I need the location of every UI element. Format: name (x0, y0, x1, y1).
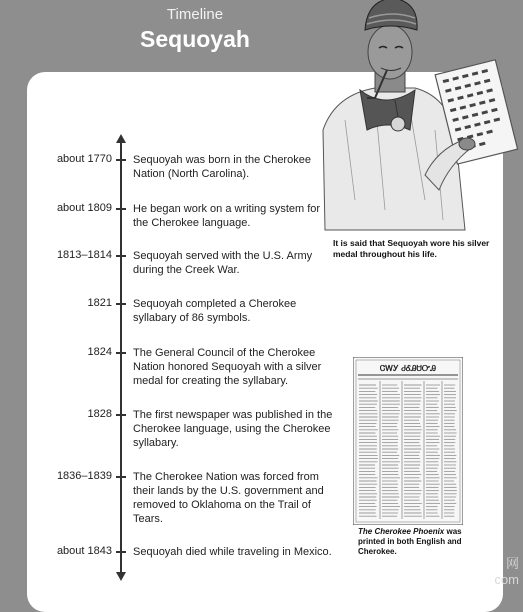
timeline-tick (116, 208, 126, 210)
timeline-description: The Cherokee Nation was forced from their lands by the U.S. government and removed to Oklahoma on the Trail of Tears. (133, 471, 324, 525)
timeline-tick (116, 303, 126, 305)
timeline-description: Sequoyah served with the U.S. Army during the Creek War. (133, 250, 313, 276)
timeline-arrow-up-icon (116, 134, 126, 143)
timeline-tick (116, 476, 126, 478)
timeline-tick (116, 414, 126, 416)
timeline-date: 1828 (87, 408, 112, 420)
newspaper-masthead: ᏣᎳᎩ ᏧᎴᎯᏌᏅᎯ (379, 363, 437, 373)
page-subtitle: Timeline (166, 6, 224, 23)
timeline-arrow-down-icon (116, 572, 126, 581)
timeline-description: The General Council of the Cherokee Nation honored Sequoyah with a silver medal for creating the syllabary. (133, 347, 322, 387)
newspaper-caption-text: was printed in both English and Cherokee. (358, 527, 462, 556)
timeline-description: Sequoyah was born in the Cherokee Nation (North Carolina). (133, 154, 311, 180)
page-title: Sequoyah (140, 26, 250, 52)
timeline-date: 1821 (87, 297, 112, 309)
timeline-tick (116, 255, 126, 257)
timeline-date: 1813–1814 (56, 249, 112, 261)
watermark: 网 com (494, 556, 519, 587)
portrait-caption: It is said that Sequoyah wore his silver medal throughout his life. (333, 238, 490, 259)
timeline-description: Sequoyah completed a Cherokee syllabary of 86 symbols. (133, 298, 297, 324)
timeline-date: about 1770 (56, 153, 112, 165)
timeline-description: The first newspaper was published in the Cherokee language, using the Cherokee syllabary. (133, 409, 333, 449)
timeline-tick (116, 159, 126, 161)
newspaper-caption-name: The Cherokee Phoenix (358, 527, 445, 536)
timeline-date: about 1843 (56, 545, 112, 557)
newspaper-caption (358, 527, 468, 557)
timeline-description: Sequoyah died while traveling in Mexico. (133, 546, 332, 558)
timeline-date: 1836–1839 (56, 470, 112, 482)
cherokee-phoenix-newspaper-image (353, 357, 463, 525)
timeline-tick (116, 551, 126, 553)
timeline-date: 1824 (87, 346, 112, 358)
timeline-description: He began work on a writing system for the Cherokee language. (133, 203, 321, 229)
sequoyah-portrait-image (315, 0, 523, 238)
timeline-axis (120, 142, 122, 574)
timeline-date: about 1809 (56, 202, 112, 214)
timeline-tick (116, 352, 126, 354)
